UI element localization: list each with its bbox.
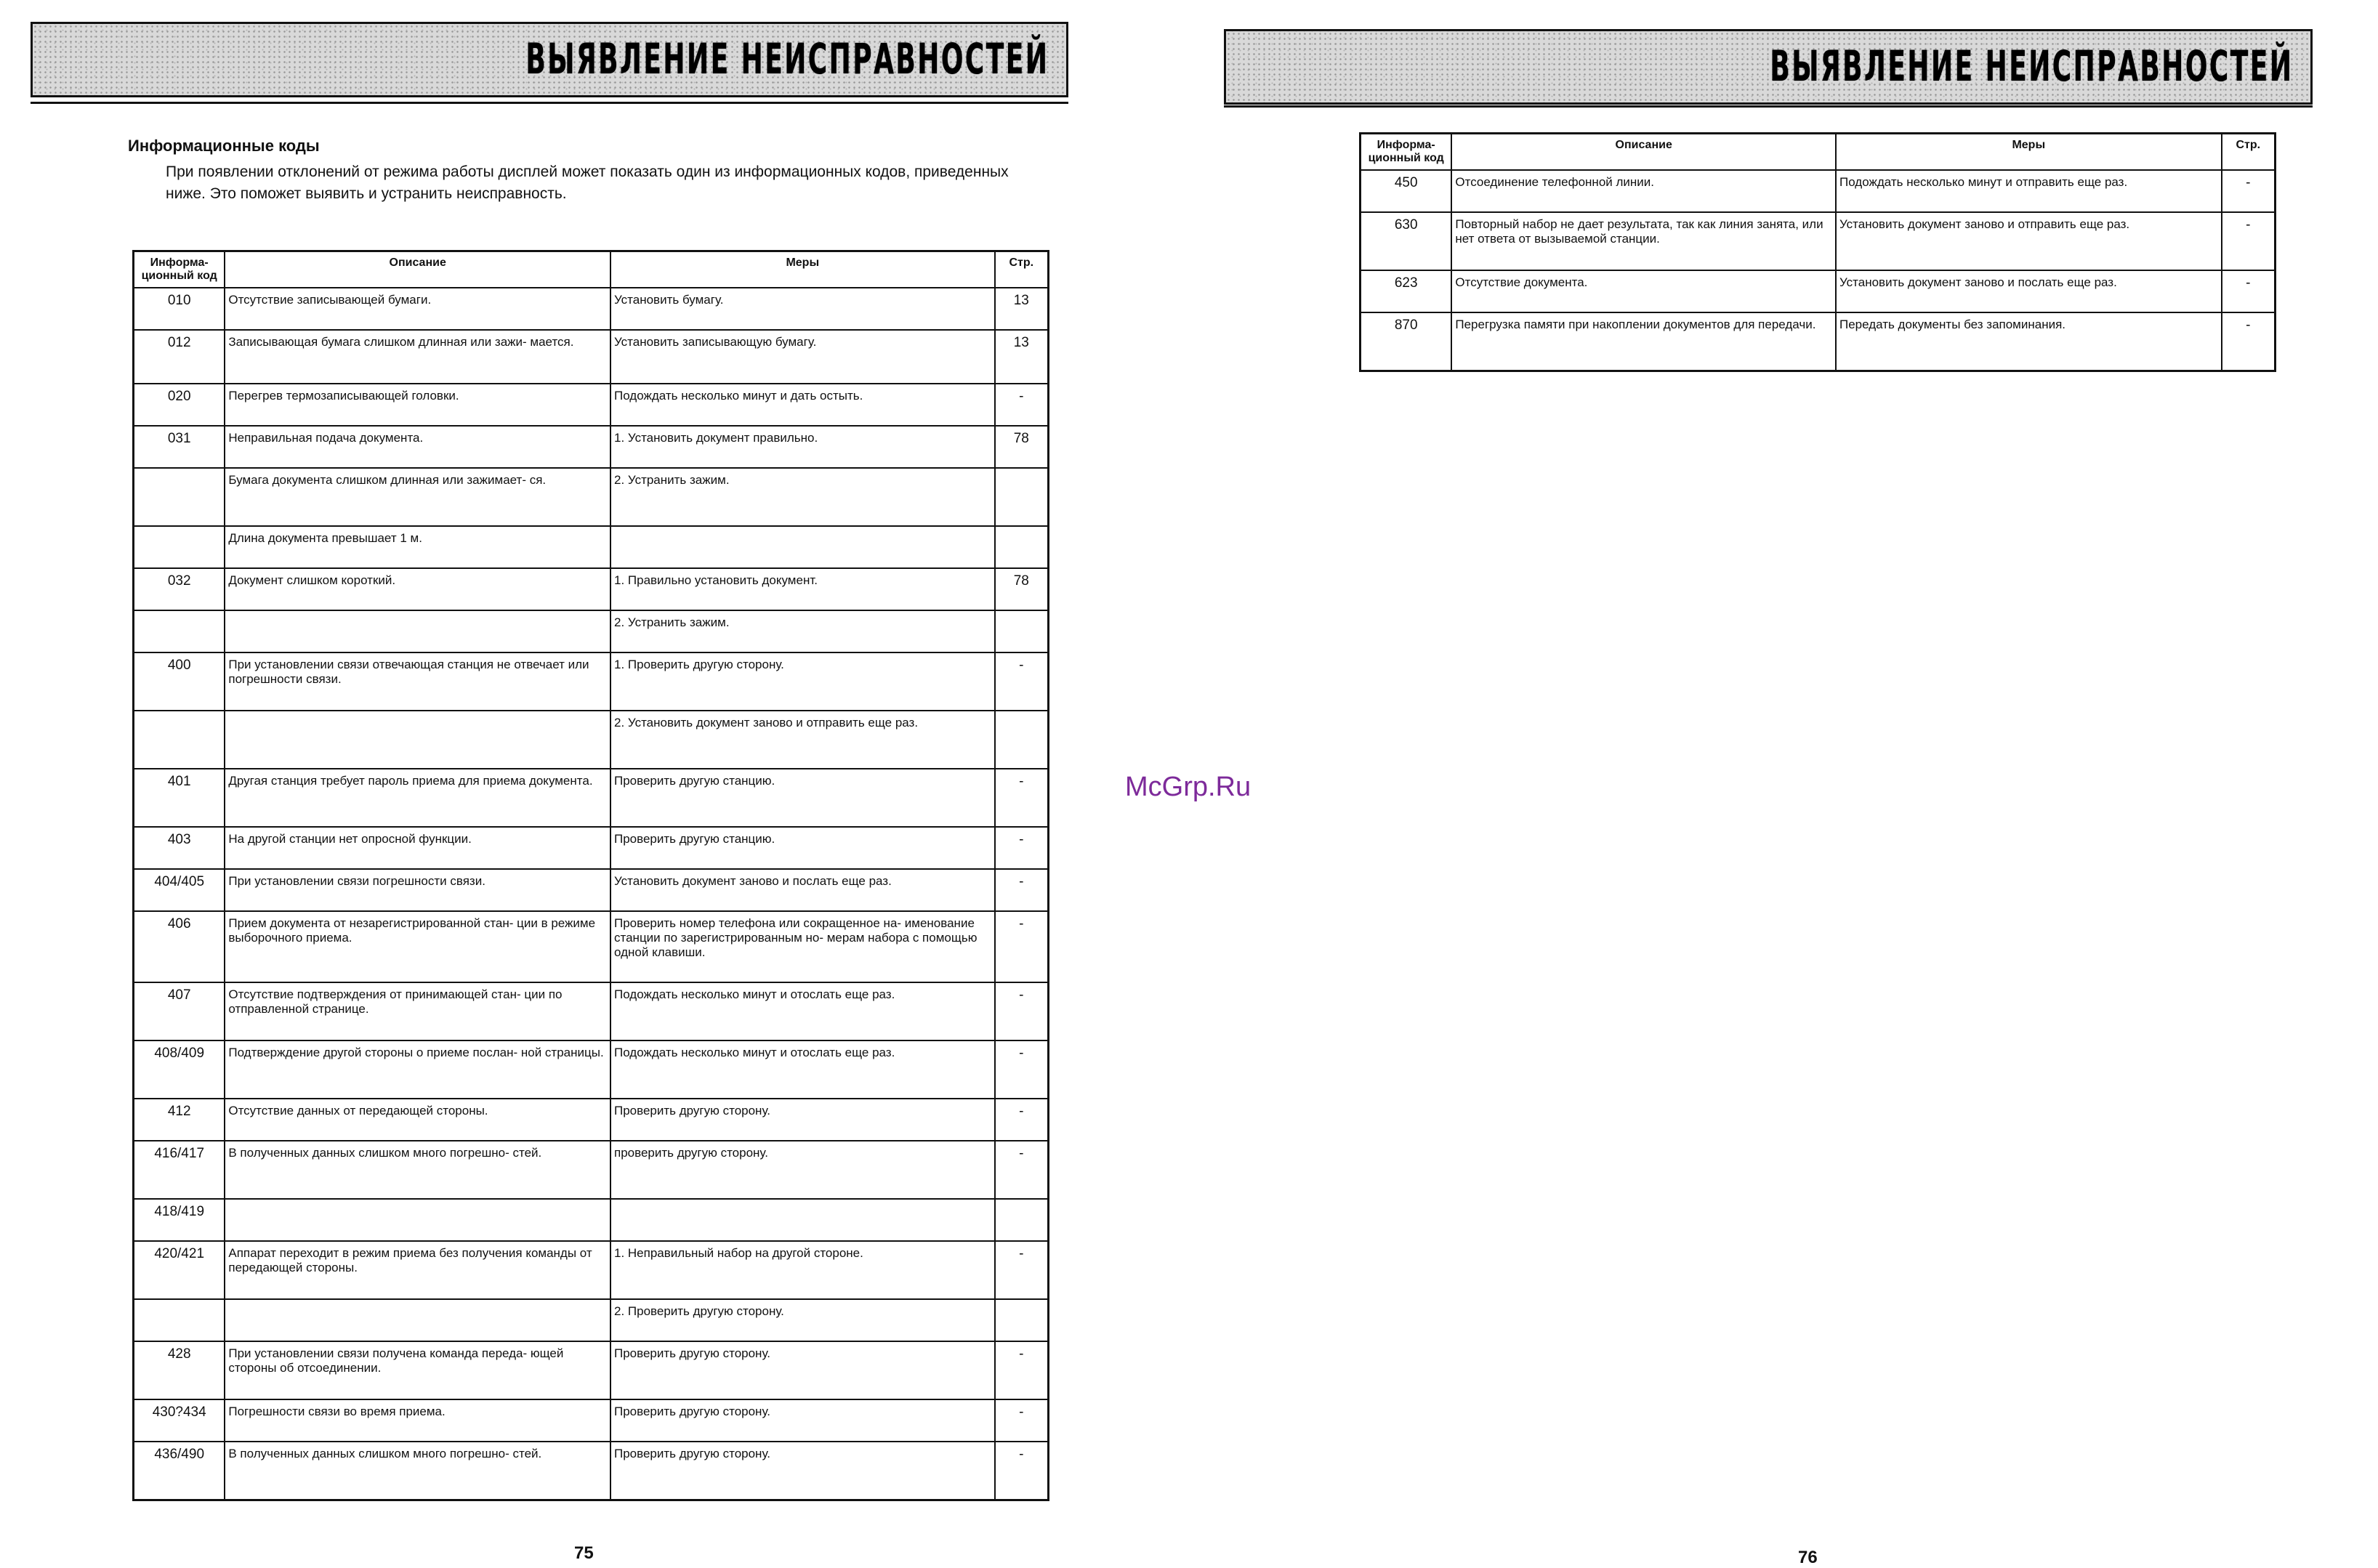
measures-cell: Проверить номер телефона или сокращенное на- именование станции по зарегистрированным но- мерам набора с помощью одной клавиши. — [610, 911, 995, 982]
table-row — [1361, 312, 2276, 371]
table-row — [134, 1241, 1049, 1299]
table-body — [134, 288, 1049, 1500]
page-cell: - — [995, 1399, 1049, 1442]
description-cell: Погрешности связи во время приема. — [225, 1399, 610, 1442]
header-code: Информа- ционный код — [1361, 134, 1452, 171]
table-row — [1361, 212, 2276, 270]
measures-cell: Проверить другую сторону. — [610, 1399, 995, 1442]
table-row — [1361, 270, 2276, 312]
info-codes-table — [1359, 132, 2276, 372]
description-cell: Документ слишком короткий. — [225, 568, 610, 610]
description-cell: Отсутствие записывающей бумаги. — [225, 288, 610, 330]
header-banner — [31, 22, 1068, 97]
page-cell — [995, 1199, 1049, 1241]
code-cell: 401 — [134, 769, 225, 827]
measures-cell: Передать документы без запоминания. — [1836, 312, 2222, 371]
table-row — [1361, 170, 2276, 212]
page-cell: 13 — [995, 330, 1049, 384]
measures-cell: Подождать несколько минут и дать остыть. — [610, 384, 995, 426]
code-cell: 630 — [1361, 212, 1452, 270]
measures-cell: Проверить другую сторону. — [610, 1341, 995, 1399]
header-page: Стр. — [2222, 134, 2276, 171]
measures-cell: Подождать несколько минут и отослать еще раз. — [610, 982, 995, 1040]
table-row — [134, 1341, 1049, 1399]
table-row — [134, 1399, 1049, 1442]
table-row — [134, 1099, 1049, 1141]
description-cell: Отсутствие данных от передающей стороны. — [225, 1099, 610, 1141]
measures-cell: Установить бумагу. — [610, 288, 995, 330]
table-row — [134, 911, 1049, 982]
code-cell: 020 — [134, 384, 225, 426]
header-banner — [1224, 29, 2313, 105]
code-cell: 430?434 — [134, 1399, 225, 1442]
table-row — [134, 652, 1049, 711]
table-row — [134, 1040, 1049, 1099]
table-body — [1361, 170, 2276, 371]
code-cell: 407 — [134, 982, 225, 1040]
description-cell: Отсоединение телефонной линии. — [1451, 170, 1836, 212]
description-cell: На другой станции нет опросной функции. — [225, 827, 610, 869]
measures-cell: Установить документ заново и послать еще раз. — [610, 869, 995, 911]
table-row — [134, 384, 1049, 426]
code-cell: 031 — [134, 426, 225, 468]
measures-cell: 2. Устранить зажим. — [610, 610, 995, 652]
code-cell: 010 — [134, 288, 225, 330]
page-left — [0, 0, 1189, 1564]
header-title: ВЫЯВЛЕНИЕ НЕИСПРАВНОСТЕЙ — [525, 34, 1049, 84]
table-row — [134, 426, 1049, 468]
table-header-row — [134, 251, 1049, 288]
page-cell: - — [995, 1241, 1049, 1299]
table-row — [134, 711, 1049, 769]
header-page: Стр. — [995, 251, 1049, 288]
code-cell — [134, 711, 225, 769]
page-cell: - — [995, 1141, 1049, 1199]
page-cell: - — [995, 911, 1049, 982]
description-cell: Другая станция требует пароль приема для приема документа. — [225, 769, 610, 827]
code-cell: 400 — [134, 652, 225, 711]
page-cell: - — [2222, 170, 2276, 212]
page-cell: - — [2222, 270, 2276, 312]
table-row — [134, 288, 1049, 330]
page-cell: 13 — [995, 288, 1049, 330]
info-codes-table — [132, 250, 1049, 1501]
page-number: 75 — [574, 1543, 594, 1563]
page-number: 76 — [1798, 1548, 1818, 1567]
table-row — [134, 610, 1049, 652]
measures-cell: Подождать несколько минут и отправить еще раз. — [1836, 170, 2222, 212]
code-cell: 406 — [134, 911, 225, 982]
description-cell: Повторный набор не дает результата, так как линия занята, или нет ответа от вызываемой станции. — [1451, 212, 1836, 270]
table-row — [134, 769, 1049, 827]
description-cell: Подтверждение другой стороны о приеме послан- ной страницы. — [225, 1040, 610, 1099]
measures-cell: Проверить другую сторону. — [610, 1099, 995, 1141]
table-row — [134, 526, 1049, 568]
description-cell: Прием документа от незарегистрированной стан- ции в режиме выборочного приема. — [225, 911, 610, 982]
header-measures: Меры — [610, 251, 995, 288]
page-cell — [995, 711, 1049, 769]
page-right — [1189, 0, 2378, 1567]
description-cell: Неправильная подача документа. — [225, 426, 610, 468]
measures-cell: 1. Проверить другую сторону. — [610, 652, 995, 711]
code-cell: 412 — [134, 1099, 225, 1141]
table-row — [134, 568, 1049, 610]
measures-cell — [610, 526, 995, 568]
header-measures: Меры — [1836, 134, 2222, 171]
description-cell: При установлении связи погрешности связи. — [225, 869, 610, 911]
description-cell: В полученных данных слишком много погрешно- стей. — [225, 1442, 610, 1500]
table-row — [134, 827, 1049, 869]
table-row — [134, 1299, 1049, 1341]
header-code: Информа- ционный код — [134, 251, 225, 288]
code-cell: 416/417 — [134, 1141, 225, 1199]
description-cell — [225, 1199, 610, 1241]
description-cell — [225, 610, 610, 652]
code-cell: 623 — [1361, 270, 1452, 312]
table-row — [134, 330, 1049, 384]
code-cell: 420/421 — [134, 1241, 225, 1299]
table-row — [134, 1199, 1049, 1241]
code-cell: 012 — [134, 330, 225, 384]
table-row — [134, 1442, 1049, 1500]
watermark-text[interactable]: McGrp.Ru — [1125, 772, 1252, 802]
measures-cell: Проверить другую станцию. — [610, 769, 995, 827]
header-description: Описание — [225, 251, 610, 288]
measures-cell: 1. Правильно установить документ. — [610, 568, 995, 610]
description-cell: Записывающая бумага слишком длинная или зажи- мается. — [225, 330, 610, 384]
description-cell: Перегрузка памяти при накоплении документов для передачи. — [1451, 312, 1836, 371]
measures-cell: Установить документ заново и отправить еще раз. — [1836, 212, 2222, 270]
description-cell: Бумага документа слишком длинная или зажимает- ся. — [225, 468, 610, 526]
code-cell: 404/405 — [134, 869, 225, 911]
description-cell: При установлении связи получена команда переда- ющей стороны об отсоединении. — [225, 1341, 610, 1399]
page-cell: - — [995, 827, 1049, 869]
description-cell — [225, 711, 610, 769]
page-cell: - — [2222, 312, 2276, 371]
measures-cell: Установить документ заново и послать еще раз. — [1836, 270, 2222, 312]
description-cell: Перегрев термозаписывающей головки. — [225, 384, 610, 426]
header-rule — [1224, 105, 2313, 108]
page-cell: 78 — [995, 568, 1049, 610]
page-cell — [995, 1299, 1049, 1341]
page-cell — [995, 526, 1049, 568]
description-cell: В полученных данных слишком много погрешно- стей. — [225, 1141, 610, 1199]
measures-cell: 2. Установить документ заново и отправить еще раз. — [610, 711, 995, 769]
description-cell: Длина документа превышает 1 м. — [225, 526, 610, 568]
code-cell: 870 — [1361, 312, 1452, 371]
code-cell: 403 — [134, 827, 225, 869]
page-cell: - — [995, 869, 1049, 911]
table-header-row — [1361, 134, 2276, 171]
measures-cell: Проверить другую сторону. — [610, 1442, 995, 1500]
intro-text: При появлении отклонений от режима работы дисплей может показать один из информационных кодов, приведенных ниже. Это поможет выявить и устранить неисправность. — [166, 163, 1009, 202]
code-cell: 418/419 — [134, 1199, 225, 1241]
measures-cell: Подождать несколько минут и отослать еще раз. — [610, 1040, 995, 1099]
measures-cell: 2. Проверить другую сторону. — [610, 1299, 995, 1341]
header-rule — [31, 102, 1068, 104]
page-cell: - — [995, 652, 1049, 711]
table-row — [134, 869, 1049, 911]
page-cell: - — [995, 1040, 1049, 1099]
code-cell — [134, 468, 225, 526]
table-row — [134, 468, 1049, 526]
code-cell: 428 — [134, 1341, 225, 1399]
code-cell — [134, 1299, 225, 1341]
page-cell: - — [995, 1341, 1049, 1399]
page-cell: - — [995, 1099, 1049, 1141]
code-cell: 450 — [1361, 170, 1452, 212]
code-cell: 408/409 — [134, 1040, 225, 1099]
measures-cell: 1. Неправильный набор на другой стороне. — [610, 1241, 995, 1299]
description-cell: Отсутствие документа. — [1451, 270, 1836, 312]
code-cell — [134, 610, 225, 652]
page-cell — [995, 610, 1049, 652]
page-cell: - — [995, 1442, 1049, 1500]
header-description: Описание — [1451, 134, 1836, 171]
code-cell — [134, 526, 225, 568]
page-cell: - — [2222, 212, 2276, 270]
code-cell: 032 — [134, 568, 225, 610]
code-cell: 436/490 — [134, 1442, 225, 1500]
measures-cell: 2. Устранить зажим. — [610, 468, 995, 526]
measures-cell: 1. Установить документ правильно. — [610, 426, 995, 468]
measures-cell: Установить записывающую бумагу. — [610, 330, 995, 384]
description-cell: Отсутствие подтверждения от принимающей стан- ции по отправленной странице. — [225, 982, 610, 1040]
description-cell — [225, 1299, 610, 1341]
measures-cell — [610, 1199, 995, 1241]
description-cell: При установлении связи отвечающая станция не отвечает или погрешности связи. — [225, 652, 610, 711]
page-cell: - — [995, 982, 1049, 1040]
page-cell: - — [995, 384, 1049, 426]
measures-cell: Проверить другую станцию. — [610, 827, 995, 869]
section-title: Информационные коды — [128, 137, 320, 155]
page-cell: 78 — [995, 426, 1049, 468]
description-cell: Аппарат переходит в режим приема без получения команды от передающей стороны. — [225, 1241, 610, 1299]
table-row — [134, 1141, 1049, 1199]
table-row — [134, 982, 1049, 1040]
header-title: ВЫЯВЛЕНИЕ НЕИСПРАВНОСТЕЙ — [1769, 41, 2293, 91]
page-cell — [995, 468, 1049, 526]
page-cell: - — [995, 769, 1049, 827]
measures-cell: проверить другую сторону. — [610, 1141, 995, 1199]
